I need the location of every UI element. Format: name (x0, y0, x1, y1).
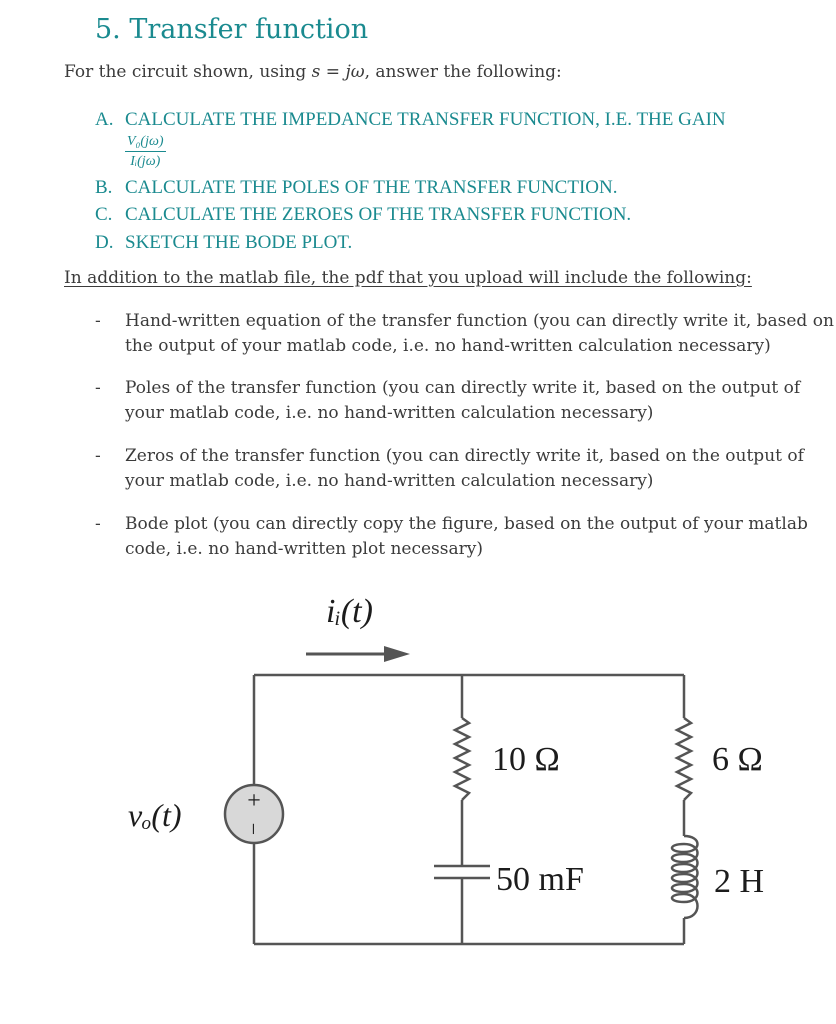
bullet-4-line-2: code, i.e. no hand-written plot necessary) (125, 539, 483, 559)
r1-label: 10 Ω (492, 741, 560, 778)
task-letter-c: C. (95, 204, 113, 225)
bullet-2-line-1: Poles of the transfer function (you can directly write it, based on the output of (125, 378, 801, 398)
bullet-3-line-1: Zeros of the transfer function (you can directly write it, based on the output of (125, 446, 804, 466)
bullet-4-line-1: Bode plot (you can directly copy the figure, based on the output of your matlab (125, 514, 808, 534)
task-letter-b: B. (95, 177, 113, 198)
circuit-wires (254, 675, 684, 944)
bullet-3-line-2: your matlab code, i.e. no hand-written calculation necessary) (125, 471, 654, 491)
intro-text: For the circuit shown, using s = jω, answer the following: (64, 62, 562, 82)
bullet-dash: - (95, 311, 101, 331)
capacitor-50mf (434, 866, 490, 878)
source-plus-sign: + (247, 788, 261, 814)
c-label: 50 mF (496, 861, 584, 898)
task-letter-d: D. (95, 232, 114, 253)
gain-denominator: Iᵢ(jω) (130, 154, 161, 169)
upload-note: In addition to the matlab file, the pdf that you upload will include the following: (64, 268, 752, 288)
bullet-dash: - (95, 446, 101, 466)
inductor-2h (672, 836, 698, 918)
bullet-1-line-2: the output of your matlab code, i.e. no hand-written calculation necessary) (125, 336, 771, 356)
bullet-dash: - (95, 378, 101, 398)
voltage-label: vₒ(t) (128, 797, 182, 833)
intro-math: s = jω (311, 62, 365, 82)
bullet-1-line-1: Hand-written equation of the transfer function (you can directly write it, based on (125, 311, 834, 331)
resistor-6-ohm (677, 718, 691, 800)
bullet-dash: - (95, 514, 101, 534)
task-c-text: CALCULATE THE ZEROES OF THE TRANSFER FUNCTION. (125, 204, 632, 225)
current-label: iᵢ(t) (326, 593, 373, 630)
bullet-2-line-2: your matlab code, i.e. no hand-written calculation necessary) (125, 403, 654, 423)
task-d-text: SKETCH THE BODE PLOT. (125, 232, 353, 253)
section-heading: 5. Transfer function (95, 14, 369, 45)
source-minus-sign: − (241, 822, 266, 836)
voltage-source (225, 785, 283, 843)
current-arrow-icon (306, 646, 410, 662)
task-letter-a: A. (95, 109, 114, 130)
l-label: 2 H (714, 863, 765, 900)
task-a-text: CALCULATE THE IMPEDANCE TRANSFER FUNCTION, I.E. THE GAIN (125, 109, 726, 130)
r2-label: 6 Ω (712, 741, 763, 778)
resistor-10-ohm (455, 718, 469, 800)
task-b-text: CALCULATE THE POLES OF THE TRANSFER FUNCTION. (125, 177, 618, 198)
gain-numerator: V₀(jω) (125, 134, 166, 152)
